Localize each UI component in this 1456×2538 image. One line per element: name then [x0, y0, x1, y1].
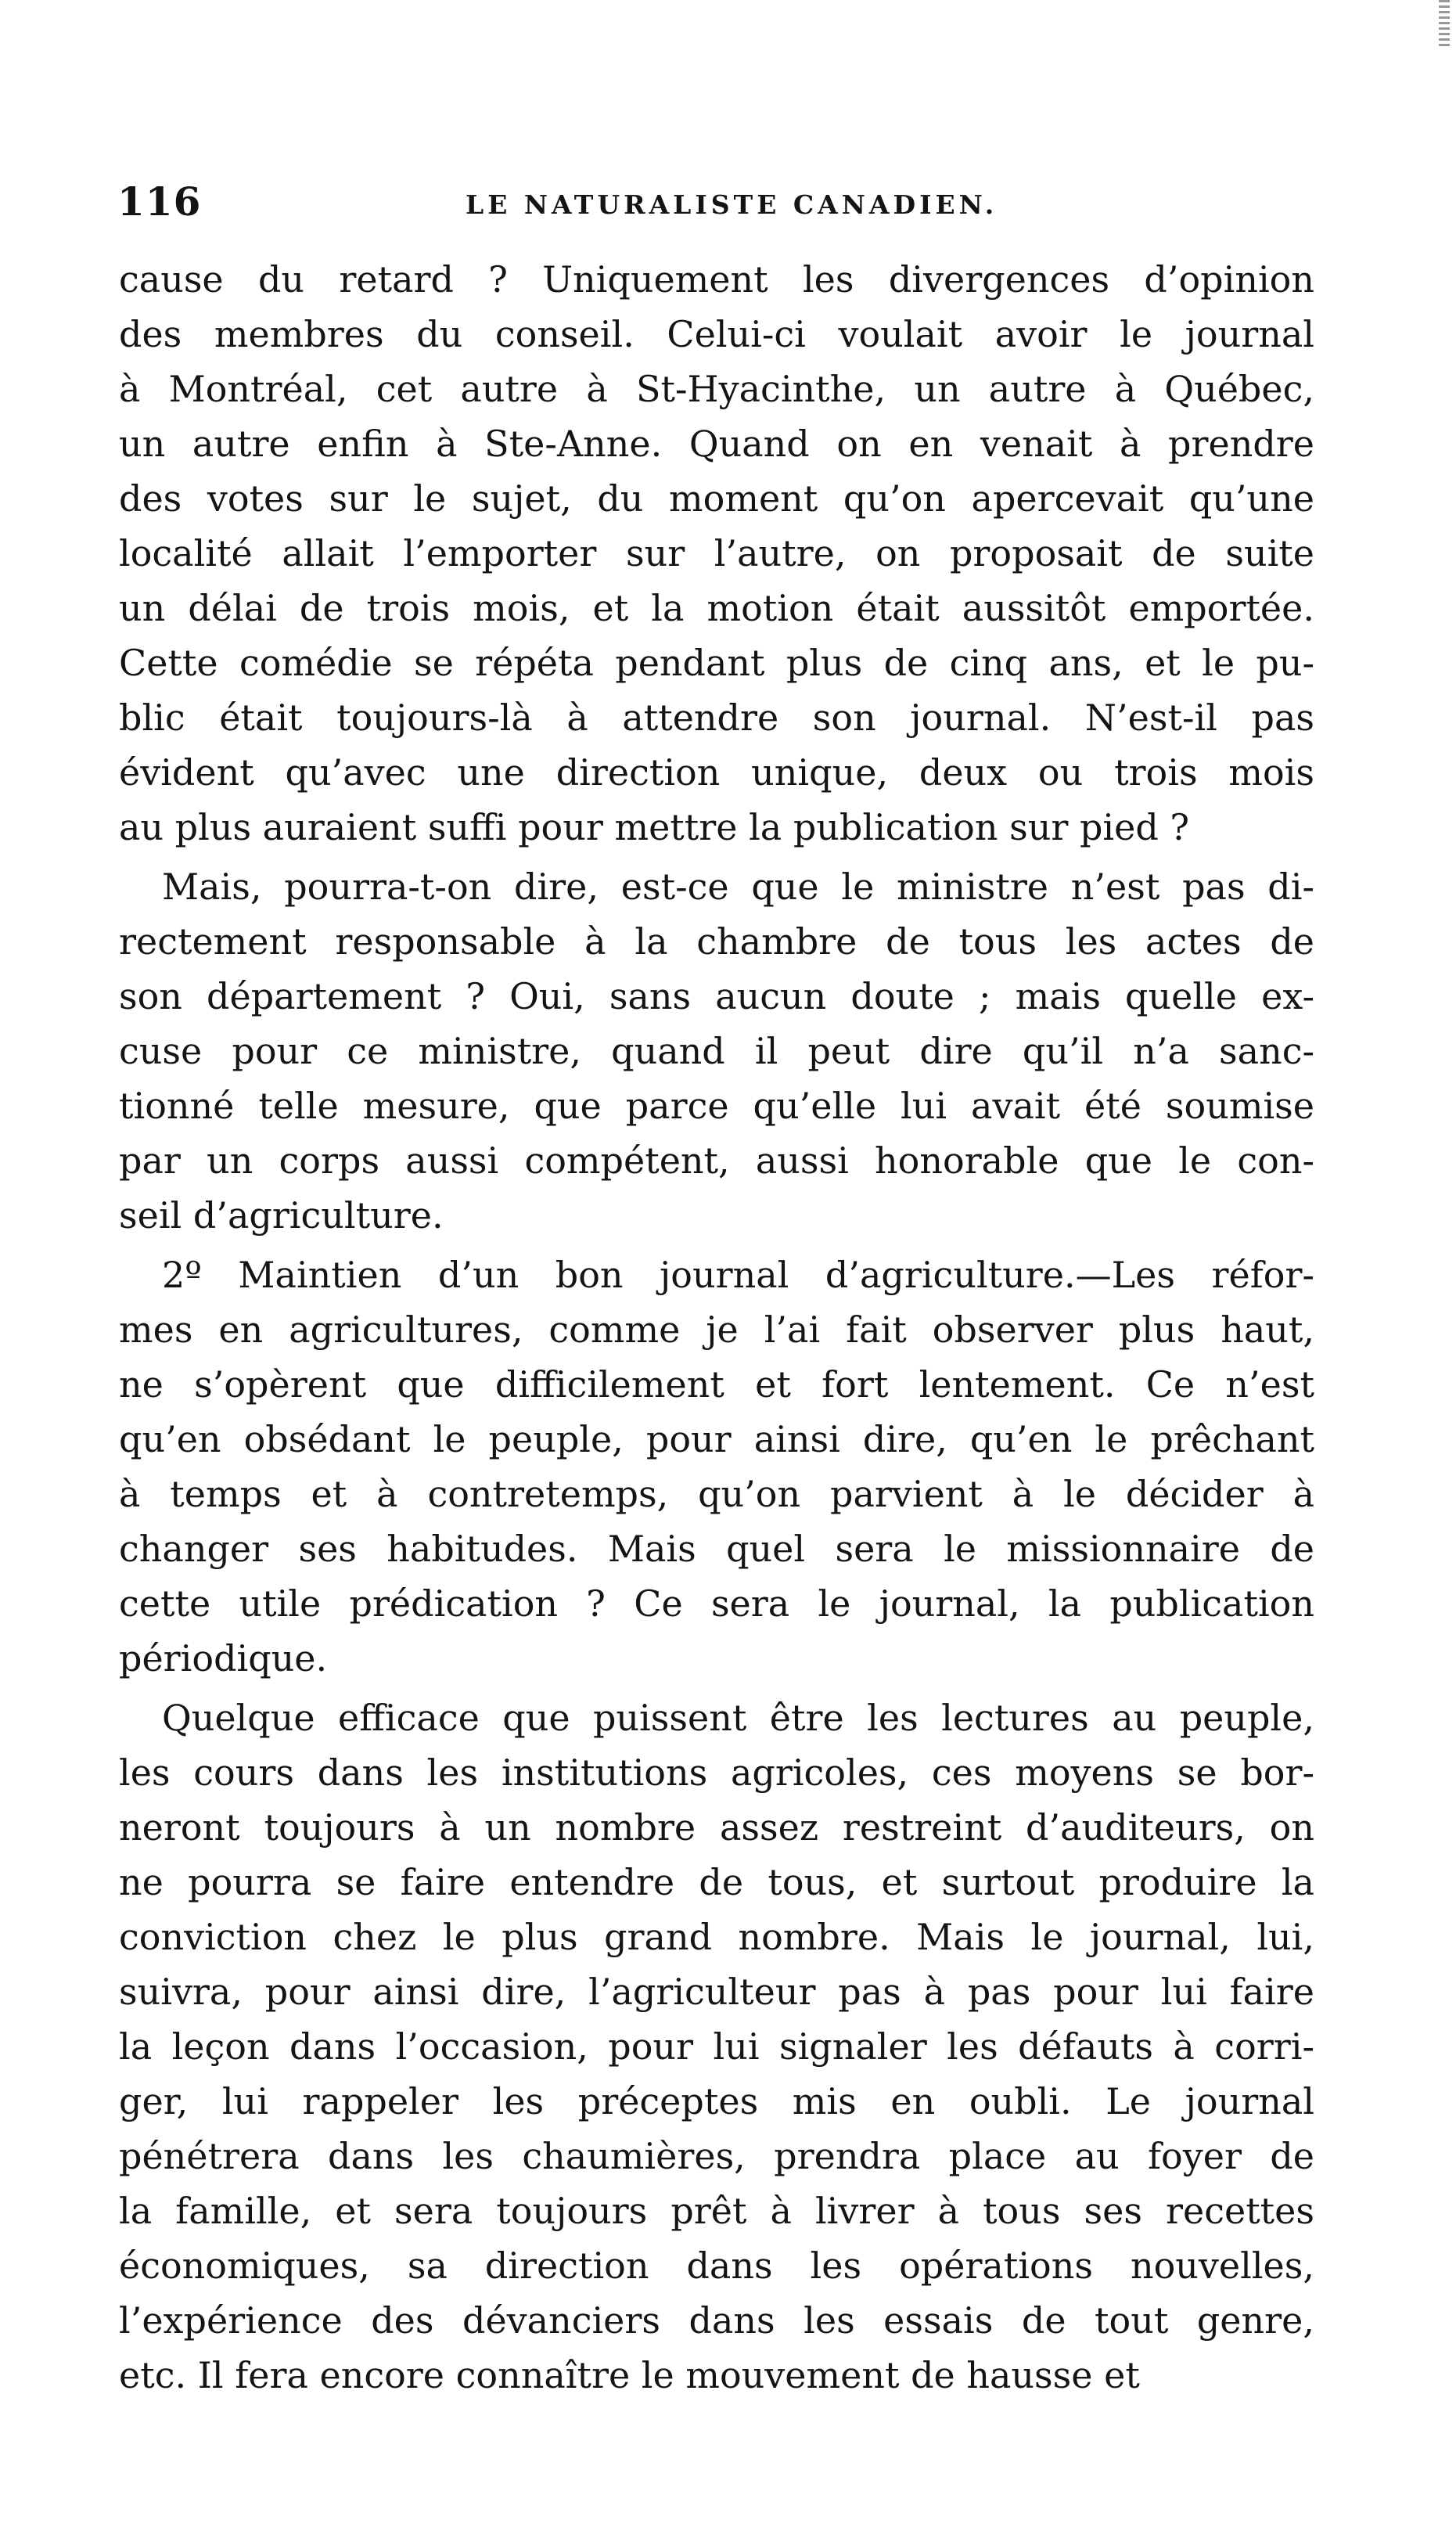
- page-header: [117, 178, 1314, 233]
- paragraph: [119, 1690, 1314, 2403]
- text-line: rectement responsable à la chambre de tous les actes de: [119, 920, 1314, 963]
- text-line: au plus auraient suffi pour mettre la publication sur pied ?: [119, 806, 1190, 848]
- text-line: ne s’opèrent que difficilement et fort lentement. Ce n’est: [119, 1363, 1314, 1406]
- text-line: etc. Il fera encore connaître le mouvement de hausse et: [119, 2354, 1140, 2396]
- text-line: ger, lui rappeler les préceptes mis en oubli. Le journal: [119, 2080, 1314, 2122]
- text-line: qu’en obsédant le peuple, pour ainsi dire, qu’en le prêchant: [119, 1418, 1314, 1460]
- paragraph: [119, 252, 1314, 855]
- text-line: mes en agricultures, comme je l’ai fait observer plus haut,: [119, 1309, 1314, 1351]
- text-line: ne pourra se faire entendre de tous, et surtout produire la: [119, 1861, 1314, 1903]
- text-line: Mais, pourra-t-on dire, est-ce que le ministre n’est pas di-: [162, 866, 1314, 908]
- text-line: économiques, sa direction dans les opérations nouvelles,: [119, 2245, 1314, 2287]
- text-line: périodique.: [119, 1637, 328, 1679]
- text-line: l’expérience des dévanciers dans les essais de tout genre,: [119, 2299, 1314, 2342]
- text-line: neront toujours à un nombre assez restreint d’auditeurs, on: [119, 1806, 1314, 1849]
- text-line: blic était toujours-là à attendre son journal. N’est-il pas: [119, 697, 1314, 739]
- text-line: suivra, pour ainsi dire, l’agriculteur pas à pas pour lui faire: [119, 1971, 1314, 2013]
- body-text: [119, 252, 1314, 2403]
- text-line: tionné telle mesure, que parce qu’elle lui avait été soumise: [119, 1085, 1314, 1127]
- text-line: un autre enfin à Ste-Anne. Quand on en venait à prendre: [119, 423, 1314, 465]
- paragraph: [119, 859, 1314, 1243]
- text-line: Quelque efficace que puissent être les lectures au peuple,: [162, 1697, 1314, 1739]
- running-title: LE NATURALISTE CANADIEN.: [466, 189, 998, 220]
- text-line: seil d’agriculture.: [119, 1194, 444, 1237]
- text-line: des membres du conseil. Celui-ci voulait avoir le journal: [119, 313, 1314, 355]
- text-line: des votes sur le sujet, du moment qu’on apercevait qu’une: [119, 477, 1314, 520]
- text-line: cette utile prédication ? Ce sera le journal, la publication: [119, 1582, 1314, 1625]
- paragraph: [119, 1247, 1314, 1686]
- text-line: à Montréal, cet autre à St-Hyacinthe, un autre à Québec,: [119, 368, 1314, 410]
- text-line: pénétrera dans les chaumières, prendra place au foyer de: [119, 2135, 1314, 2177]
- text-line: son département ? Oui, sans aucun doute ; mais quelle ex-: [119, 975, 1314, 1017]
- text-line: conviction chez le plus grand nombre. Mais le journal, lui,: [119, 1916, 1314, 1958]
- text-line: par un corps aussi compétent, aussi honorable que le con-: [119, 1139, 1314, 1182]
- text-line: évident qu’avec une direction unique, deux ou trois mois: [119, 751, 1314, 794]
- text-line: changer ses habitudes. Mais quel sera le missionnaire de: [119, 1528, 1314, 1570]
- text-line: la leçon dans l’occasion, pour lui signaler les défauts à corri-: [119, 2025, 1314, 2068]
- page-edge-mark: [1439, 0, 1450, 47]
- text-line: 2º Maintien d’un bon journal d’agriculture.—Les réfor-: [162, 1254, 1314, 1296]
- page-number: 116: [117, 178, 202, 225]
- text-line: cause du retard ? Uniquement les divergences d’opinion: [119, 258, 1314, 301]
- text-line: à temps et à contretemps, qu’on parvient à le décider à: [119, 1473, 1314, 1515]
- text-line: localité allait l’emporter sur l’autre, on proposait de suite: [119, 532, 1314, 574]
- text-line: cuse pour ce ministre, quand il peut dire qu’il n’a sanc-: [119, 1030, 1314, 1072]
- text-line: un délai de trois mois, et la motion était aussitôt emportée.: [119, 587, 1314, 629]
- text-line: les cours dans les institutions agricoles, ces moyens se bor-: [119, 1751, 1314, 1794]
- text-line: la famille, et sera toujours prêt à livrer à tous ses recettes: [119, 2190, 1314, 2232]
- text-line: Cette comédie se répéta pendant plus de cinq ans, et le pu-: [119, 642, 1314, 684]
